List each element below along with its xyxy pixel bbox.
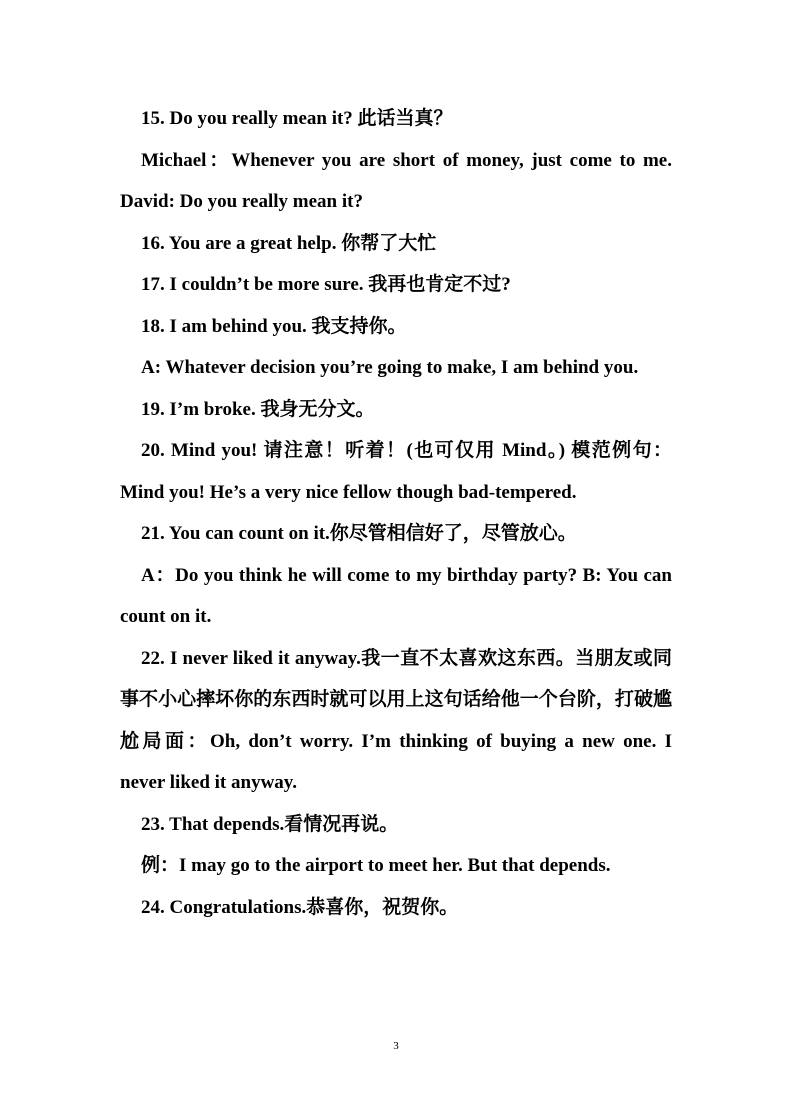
paragraph: 21. You can count on it.你尽管相信好了，尽管放心。 <box>141 523 577 544</box>
paragraph: 16. You are a great help. 你帮了大忙 <box>141 232 437 254</box>
paragraph: 17. I couldn’t be more sure. 我再也肯定不过? <box>141 274 511 295</box>
paragraph: 20. Mind you! 请注意！听着！(也可仅用 Mind。) 模范例句： Mind you! He’s a very nice fellow though bad-tempered. <box>120 440 672 503</box>
document-body <box>120 98 672 928</box>
paragraph: A：Do you think he will come to my birthday party? B: You can count on it. <box>120 564 672 627</box>
paragraph: 22. I never liked it anyway.我一直不太喜欢这东西。当朋友或同事不小心摔坏你的东西时就可以用上这句话给他一个台阶，打破尴尬局面：Oh, don’t worry. I’m thinking of buying a new one. I never liked it anyway. <box>120 647 672 793</box>
paragraph: 19. I’m broke. 我身无分文。 <box>141 398 375 420</box>
paragraph: 15. Do you really mean it? 此话当真？ <box>141 108 453 129</box>
page-number: 3 <box>393 1040 399 1052</box>
paragraph: 例：I may go to the airport to meet her. But that depends. <box>141 855 611 876</box>
paragraph: 23. That depends.看情况再说。 <box>141 813 399 835</box>
paragraph: 18. I am behind you. 我支持你。 <box>141 315 407 337</box>
paragraph: A: Whatever decision you’re going to make, I am behind you. <box>141 357 639 378</box>
paragraph: Michael：Whenever you are short of money, just come to me. David: Do you really mean it? <box>120 149 672 212</box>
paragraph: 24. Congratulations.恭喜你，祝贺你。 <box>141 896 459 918</box>
